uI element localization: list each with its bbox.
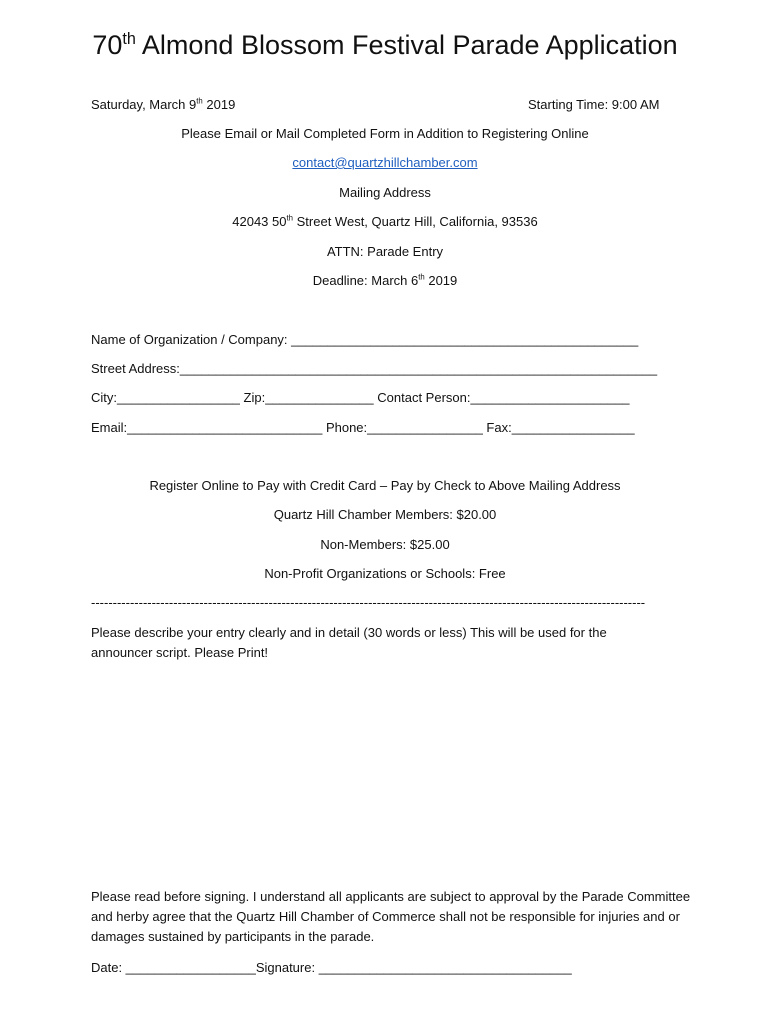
entry-description-instructions: Please describe your entry clearly and in detail (30 words or less) This will be used for the announcer script. Please Print! — [91, 625, 607, 660]
deadline: Deadline: March 6th 2019 — [312, 272, 458, 288]
instructions: Please Email or Mail Completed Form in Addition to Registering Online — [181, 126, 589, 141]
event-date: Saturday, March 9th 2019 — [91, 96, 236, 112]
mailing-address-label: Mailing Address — [339, 185, 431, 200]
page-title: 70th Almond Blossom Festival Parade Application — [92, 30, 678, 60]
payment-note: Register Online to Pay with Credit Card – Pay by Check to Above Mailing Address — [149, 478, 621, 493]
email-link[interactable]: contact@quartzhillchamber.com — [292, 155, 478, 170]
city-zip-contact-field[interactable]: City:_________________ Zip:_______________ Contact Person:______________________ — [91, 390, 630, 405]
email-phone-fax-field[interactable]: Email:___________________________ Phone:________________ Fax:_________________ — [91, 420, 635, 435]
street-address-field[interactable]: Street Address:__________________________________________________________________ — [91, 361, 658, 376]
divider: -------------------------------------------------------------------------------------------------------------------------------- — [91, 595, 646, 610]
org-name-field[interactable]: Name of Organization / Company: ________________________________________________ — [91, 332, 639, 347]
disclaimer: Please read before signing. I understand all applicants are subject to approval by the Parade Committee and herby agree that the Quartz Hill Chamber of Commerce shall not be responsible for injuries and or damages sustained by participants in the parade. — [91, 889, 691, 944]
nonprofit-fee: Non-Profit Organizations or Schools: Free — [264, 566, 506, 581]
members-fee: Quartz Hill Chamber Members: $20.00 — [273, 507, 497, 522]
attn-line: ATTN: Parade Entry — [326, 244, 444, 259]
email-link-wrap — [0, 155, 770, 170]
date-signature-field[interactable]: Date: __________________Signature: ___________________________________ — [91, 960, 572, 975]
nonmembers-fee: Non-Members: $25.00 — [320, 537, 450, 552]
mailing-address: 42043 50th Street West, Quartz Hill, California, 93536 — [232, 213, 538, 229]
start-time: Starting Time: 9:00 AM — [528, 97, 660, 112]
